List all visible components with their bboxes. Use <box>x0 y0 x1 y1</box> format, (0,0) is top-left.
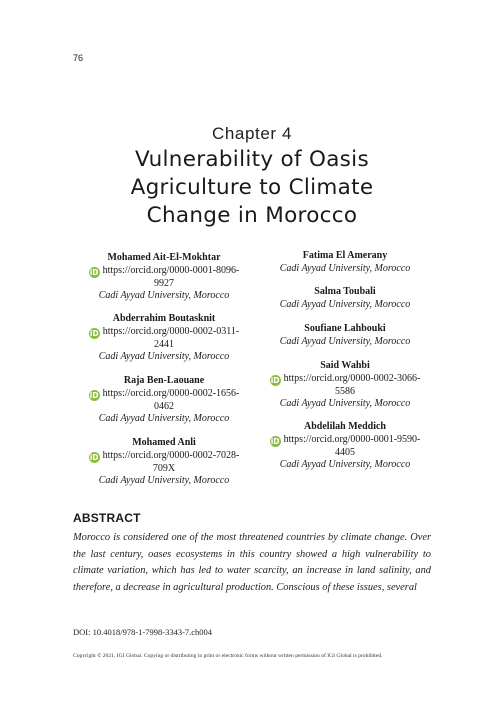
author-name: Said Wahbi <box>320 360 370 371</box>
author-name: Mohamed Ait-El-Mokhtar <box>107 252 221 263</box>
author-affiliation: Cadi Ayyad University, Morocco <box>98 290 230 301</box>
orcid-row <box>262 373 428 386</box>
author-name: Salma Toubali <box>314 286 376 297</box>
orcid-row <box>76 265 252 278</box>
author-block <box>76 313 252 364</box>
author-affiliation: Cadi Ayyad University, Morocco <box>279 335 411 347</box>
author-affiliation: Cadi Ayyad University, Morocco <box>279 262 411 274</box>
orcid-link[interactable]: https://orcid.org/0000-0001-9590- <box>283 433 421 445</box>
orcid-row <box>76 450 252 463</box>
orcid-icon[interactable]: iD <box>89 390 99 400</box>
author-name: Soufiane Lahbouki <box>304 323 386 334</box>
orcid-icon[interactable]: iD <box>270 436 280 446</box>
orcid-row <box>76 326 252 339</box>
chapter-title-line: Agriculture to Climate <box>130 175 374 200</box>
author-affiliation: Cadi Ayyad University, Morocco <box>279 398 411 409</box>
author-affiliation: Cadi Ayyad University, Morocco <box>279 298 411 310</box>
author-affiliation: Cadi Ayyad University, Morocco <box>98 475 230 486</box>
orcid-row <box>76 388 252 401</box>
orcid-link[interactable]: https://orcid.org/0000-0002-1656- <box>102 387 240 399</box>
orcid-link-continued[interactable]: 9927 <box>154 277 174 289</box>
author-block <box>262 360 428 411</box>
orcid-icon[interactable]: iD <box>89 328 99 338</box>
abstract-text: Morocco is considered one of the most threatened countries by climate change. Over the last century, oases ecosystems in this country showed a high vulnerability to climate variation, which has led to water scarcity, an increase in land salinity, and therefore, a decrease in agricultural production. Conscious of these issues, several <box>73 532 431 593</box>
author-block <box>76 375 252 426</box>
orcid-icon[interactable]: iD <box>89 452 99 462</box>
author-block <box>76 437 252 488</box>
author-block <box>262 323 428 348</box>
chapter-label: Chapter 4 <box>211 124 293 143</box>
author-affiliation: Cadi Ayyad University, Morocco <box>98 351 230 362</box>
author-name: Raja Ben-Laouane <box>123 375 205 386</box>
orcid-link[interactable]: https://orcid.org/0000-0002-3066- <box>283 372 421 384</box>
orcid-link-continued[interactable]: 5586 <box>335 385 355 397</box>
copyright-notice: Copyright © 2021, IGI Global. Copying or distributing in print or electronic forms without written permission of IGI Global is prohibited. <box>73 653 383 659</box>
author-name: Mohamed Anli <box>132 437 196 448</box>
abstract-heading: ABSTRACT <box>73 511 141 525</box>
chapter-title <box>60 146 444 230</box>
author-block <box>76 252 252 303</box>
chapter-title-line: Change in Morocco <box>146 203 358 228</box>
author-affiliation: Cadi Ayyad University, Morocco <box>98 413 230 424</box>
orcid-row <box>262 434 428 447</box>
orcid-link[interactable]: https://orcid.org/0000-0001-8096- <box>102 264 240 276</box>
author-affiliation: Cadi Ayyad University, Morocco <box>279 459 411 470</box>
author-name: Abderrahim Boutasknit <box>112 313 216 324</box>
orcid-link[interactable]: https://orcid.org/0000-0002-7028- <box>102 449 240 461</box>
doi-line: DOI: 10.4018/978-1-7998-3343-7.ch004 <box>73 627 213 637</box>
author-block <box>262 250 428 275</box>
orcid-icon[interactable]: iD <box>89 267 99 277</box>
author-block <box>262 421 428 472</box>
orcid-link-continued[interactable]: 2441 <box>154 338 174 350</box>
author-name: Abdelilah Meddich <box>304 421 386 432</box>
orcid-link-continued[interactable]: 0462 <box>154 400 174 412</box>
chapter-title-line: Vulnerability of Oasis <box>135 147 369 172</box>
orcid-link-continued[interactable]: 4405 <box>335 446 355 458</box>
page-number: 76 <box>73 53 84 63</box>
author-name: Fatima El Amerany <box>302 250 388 261</box>
orcid-icon[interactable]: iD <box>270 375 280 385</box>
orcid-link-continued[interactable]: 709X <box>152 462 176 474</box>
author-block <box>262 286 428 311</box>
orcid-link[interactable]: https://orcid.org/0000-0002-0311- <box>102 325 240 337</box>
